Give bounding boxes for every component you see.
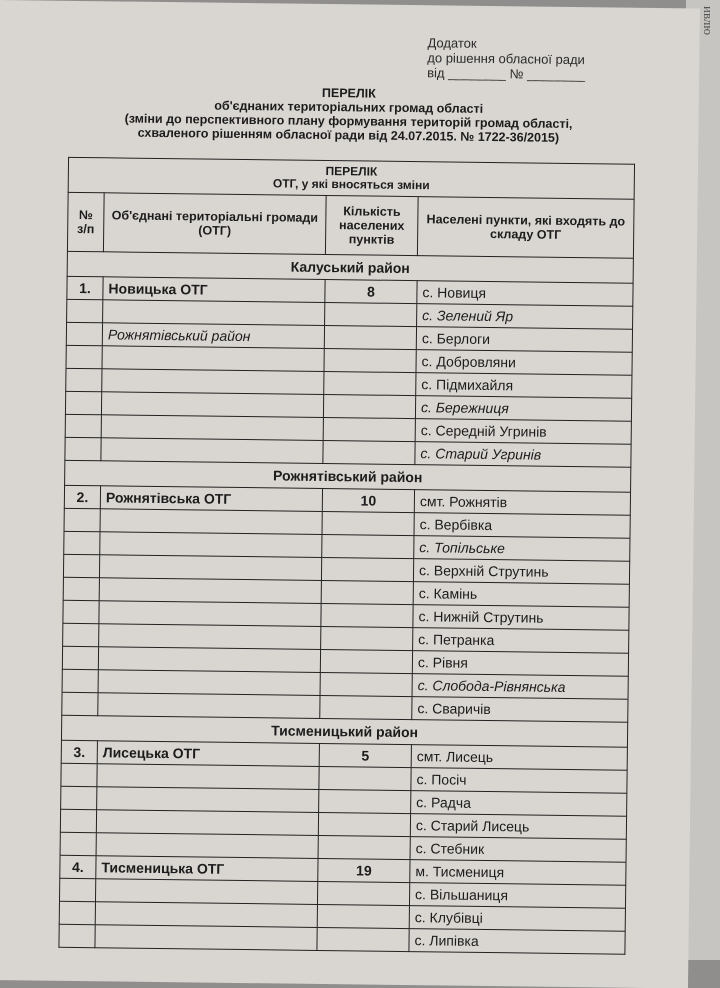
settlement-name: с. Старий Лисець: [410, 814, 626, 840]
otg-name: Тисменицька ОТГ: [96, 856, 318, 882]
otg-name: [95, 879, 317, 905]
otg-name: Рожнятівська ОТГ: [100, 486, 322, 512]
otg-table: [58, 157, 635, 955]
otg-name: [96, 833, 318, 859]
settlement-count: [324, 325, 416, 349]
table-title-1: ПЕРЕЛІК: [325, 163, 378, 179]
row-number: [66, 322, 102, 345]
settlement-name: с. Бережниця: [415, 396, 631, 422]
settlement-count: [324, 371, 416, 395]
settlement-name: с. Новиця: [417, 281, 633, 307]
otg-name: [100, 509, 322, 535]
settlement-name: с. Рівня: [412, 651, 628, 677]
district-name: Калуський район: [67, 251, 633, 283]
settlement-count: 5: [319, 743, 411, 767]
column-header-count: Кількість населених пунктів: [325, 195, 418, 255]
heading-line-1: об'єднаних територіальних громад області: [214, 98, 484, 116]
row-number: [63, 600, 99, 623]
settlement-count: [320, 649, 412, 673]
underlying-sheet-text: ивлю: [701, 6, 716, 36]
otg-name: [101, 438, 323, 464]
row-number: [61, 786, 97, 809]
otg-name: [99, 578, 321, 604]
row-number: [66, 345, 102, 368]
row-number: [65, 391, 101, 414]
settlement-name: с. Добровляни: [416, 350, 632, 376]
settlement-count: [318, 835, 410, 859]
addendum-line-2: до рішення обласної ради: [427, 50, 585, 68]
otg-name: [97, 787, 319, 813]
row-number: [59, 901, 95, 924]
table-title-2: ОТГ, у які вносяться зміни: [272, 176, 430, 193]
settlement-name: смт. Лисець: [411, 745, 627, 771]
row-number: [59, 878, 95, 901]
otg-name: [101, 392, 323, 418]
column-header-settlements: Населені пункти, які входять до складу ОТГ: [417, 197, 634, 259]
settlement-name: с. Нижній Струтинь: [413, 605, 629, 631]
settlement-name: с. Сваричів: [412, 697, 628, 723]
settlement-count: [323, 417, 415, 441]
settlement-name: с. Зелений Яр: [417, 304, 633, 330]
row-number: 1.: [67, 276, 103, 299]
addendum-line-3: від ________ № ________: [427, 65, 586, 83]
otg-name: Новицька ОТГ: [103, 277, 325, 303]
document-heading: [68, 83, 629, 146]
settlement-name: с. Вільшаниця: [409, 883, 625, 909]
settlement-name: с. Топільське: [414, 536, 630, 562]
settlement-count: [321, 580, 413, 604]
settlement-name: с. Стебник: [410, 837, 626, 863]
settlement-name: с. Середній Угринів: [415, 419, 631, 445]
otg-name: Рожнятівський район: [102, 323, 324, 349]
settlement-name: с. Підмихайля: [416, 373, 632, 399]
otg-name: [99, 601, 321, 627]
row-number: [63, 623, 99, 646]
column-header-row: [67, 192, 634, 258]
row-number: [66, 368, 102, 391]
otg-name: [98, 647, 320, 673]
row-number: [61, 763, 97, 786]
settlement-count: 10: [322, 488, 414, 512]
settlement-count: [323, 394, 415, 418]
heading-line-2: (зміни до перспективного плану формування територій громад області,: [124, 111, 573, 132]
settlement-count: [324, 348, 416, 372]
heading-line-3: схваленого рішенням обласної ради від 24.07.2015. № 1722-36/2015): [137, 125, 560, 145]
otg-name: [98, 693, 320, 719]
row-number: [62, 646, 98, 669]
otg-name: [96, 810, 318, 836]
settlement-count: [317, 881, 409, 905]
settlement-count: [321, 603, 413, 627]
otg-name: [95, 925, 317, 951]
settlement-count: [317, 904, 409, 928]
column-header-num: № з/п: [67, 192, 104, 251]
row-number: [67, 299, 103, 322]
row-number: [64, 508, 100, 531]
row-number: [62, 692, 98, 715]
settlement-name: смт. Рожнятів: [414, 490, 630, 516]
otg-name: [102, 369, 324, 395]
district-name: Тисменицький район: [61, 715, 627, 747]
settlement-count: [320, 672, 412, 696]
settlement-count: [318, 812, 410, 836]
settlement-count: [322, 534, 414, 558]
row-number: 2.: [64, 485, 100, 508]
otg-name: Лисецька ОТГ: [97, 741, 319, 767]
row-number: [65, 437, 101, 460]
row-number: 4.: [60, 855, 96, 878]
otg-name: [98, 670, 320, 696]
settlement-name: с. Вербівка: [414, 513, 630, 539]
settlement-name: с. Липівка: [409, 929, 625, 955]
addendum-block: [427, 35, 585, 82]
otg-name: [99, 624, 321, 650]
settlement-name: м. Тисмениця: [410, 860, 626, 886]
settlement-count: 19: [318, 858, 410, 882]
settlement-count: [321, 626, 413, 650]
settlement-name: с. Слобода-Рівнянська: [412, 674, 628, 700]
settlement-name: с. Камінь: [413, 582, 629, 608]
otg-name: [103, 300, 325, 326]
otg-name: [99, 555, 321, 581]
row-number: [59, 924, 95, 947]
row-number: [60, 832, 96, 855]
row-number: [60, 809, 96, 832]
row-number: [63, 577, 99, 600]
settlement-count: [319, 766, 411, 790]
addendum-line-1: Додаток: [427, 35, 477, 51]
row-number: [64, 531, 100, 554]
settlement-count: [325, 302, 417, 326]
row-number: 3.: [61, 740, 97, 763]
settlement-name: с. Клубівці: [409, 906, 625, 932]
row-number: [62, 669, 98, 692]
otg-name: [97, 764, 319, 790]
otg-name: [100, 532, 322, 558]
settlement-count: [322, 511, 414, 535]
district-name: Рожнятівський район: [65, 460, 631, 492]
row-number: [65, 414, 101, 437]
settlement-name: с. Верхній Струтинь: [413, 559, 629, 585]
settlement-count: [317, 927, 409, 951]
otg-name: [101, 415, 323, 441]
otg-name: [95, 902, 317, 928]
column-header-otg: Об'єднані територіальні громади (ОТГ): [103, 193, 326, 255]
settlement-count: [321, 557, 413, 581]
heading-title: ПЕРЕЛІК: [321, 85, 376, 101]
settlement-count: [319, 789, 411, 813]
row-number: [63, 554, 99, 577]
settlement-name: с. Берлоги: [416, 327, 632, 353]
settlement-count: [320, 695, 412, 719]
settlement-name: с. Посіч: [411, 768, 627, 794]
settlement-name: с. Радча: [411, 791, 627, 817]
settlement-name: с. Петранка: [413, 628, 629, 654]
settlement-count: 8: [325, 279, 417, 303]
otg-name: [102, 346, 324, 372]
settlement-count: [323, 440, 415, 464]
settlement-name: с. Старий Угринів: [415, 442, 631, 468]
